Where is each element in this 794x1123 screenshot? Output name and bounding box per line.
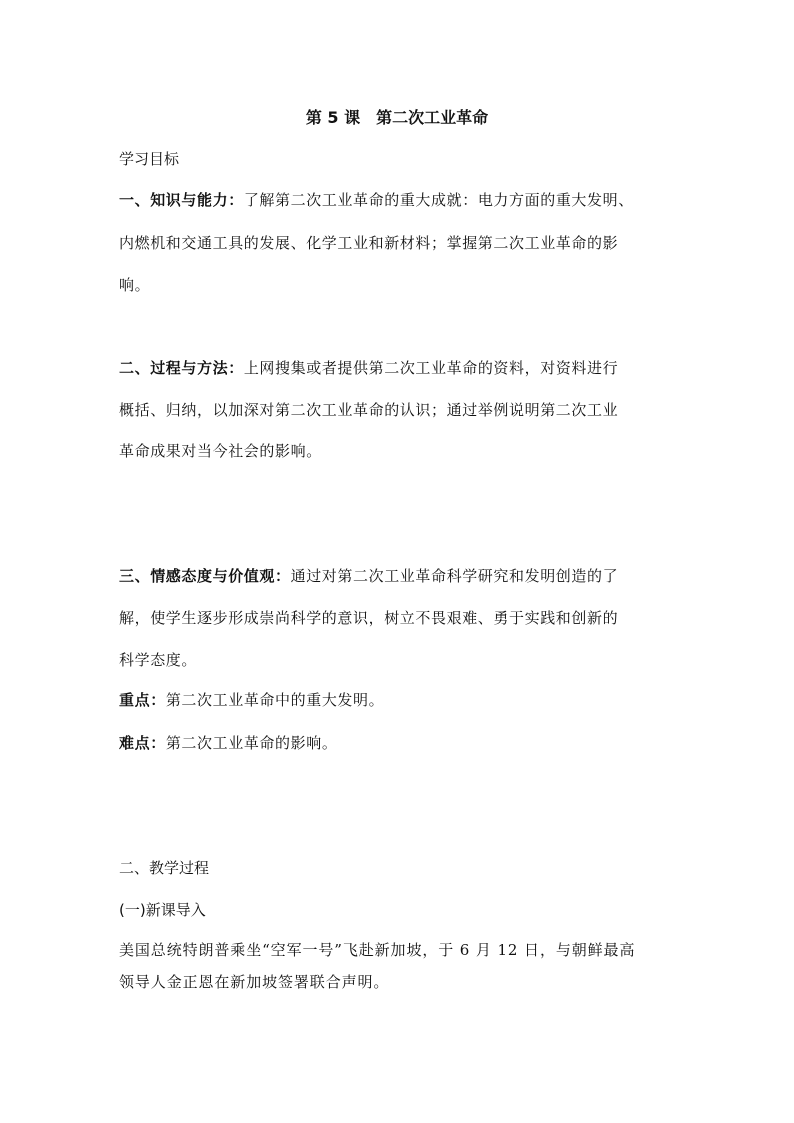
difficult-point-label: 难点：	[119, 734, 166, 752]
goal-knowledge-text-1: 了解第二次工业革命的重大成就：电力方面的重大发明、	[243, 191, 634, 209]
goal-values-line-1	[119, 566, 618, 586]
goal-values-line-3: 科学态度。	[119, 651, 198, 669]
learning-goals-heading: 学习目标	[119, 150, 180, 168]
goal-process-label: 二、过程与方法：	[119, 359, 244, 377]
difficult-point-text: 第二次工业革命的影响。	[165, 734, 338, 752]
goal-knowledge-line-1	[119, 190, 634, 210]
key-point	[119, 690, 384, 710]
goal-process-text-1: 上网搜集或者提供第二次工业革命的资料，对资料进行	[243, 359, 619, 377]
goal-knowledge-line-3: 响。	[119, 276, 151, 294]
goal-values-label: 三、情感态度与价值观：	[119, 567, 291, 585]
intro-text-line-1: 美国总统特朗普乘坐“空军一号”飞赴新加坡，于 6 月 12 日，与朝鲜最高	[119, 941, 636, 959]
goal-knowledge-label: 一、知识与能力：	[119, 191, 244, 209]
key-point-label: 重点：	[119, 691, 166, 709]
goal-values-text-1: 通过对第二次工业革命科学研究和发明创造的了	[290, 567, 619, 585]
goal-process-line-3: 革命成果对当今社会的影响。	[119, 442, 322, 460]
goal-process-line-1	[119, 358, 618, 378]
goal-values-line-2: 解，使学生逐步形成崇尚科学的意识，树立不畏艰难、勇于实践和创新的	[119, 609, 619, 627]
goal-process-line-2: 概括、归纳，以加深对第二次工业革命的认识；通过举例说明第二次工业	[119, 401, 619, 419]
teaching-process-heading: 二、教学过程	[119, 859, 210, 877]
intro-subheading: (一)新课导入	[119, 901, 206, 919]
difficult-point	[119, 733, 337, 753]
key-point-text: 第二次工业革命中的重大发明。	[165, 691, 385, 709]
goal-knowledge-line-2: 内燃机和交通工具的发展、化学工业和新材料；掌握第二次工业革命的影	[119, 234, 619, 252]
intro-text-line-2: 领导人金正恩在新加坡签署联合声明。	[119, 973, 390, 991]
lesson-title: 第 5 课 第二次工业革命	[305, 108, 489, 127]
